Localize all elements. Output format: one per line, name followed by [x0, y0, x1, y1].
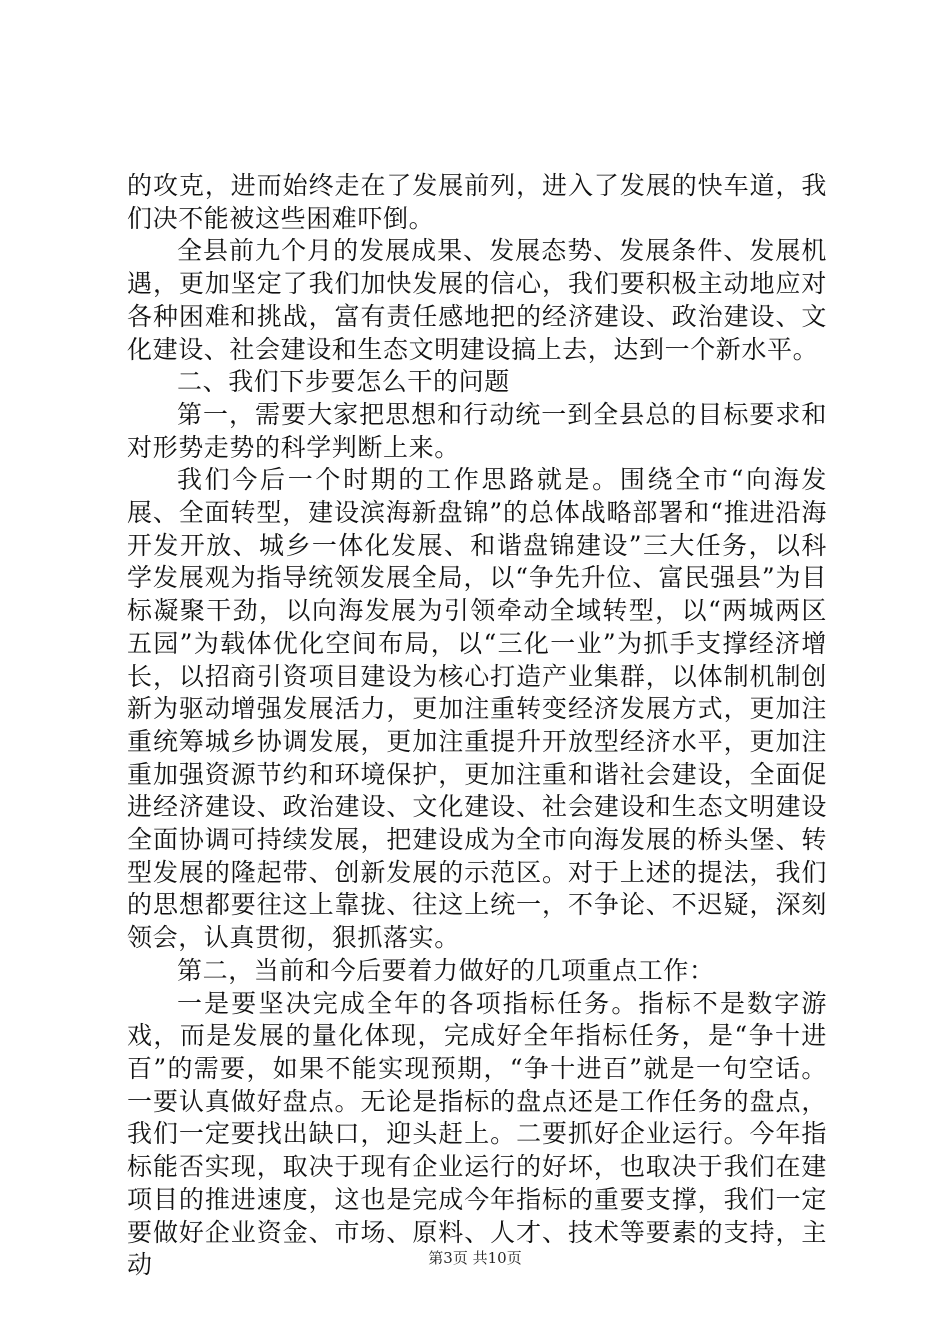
paragraph-confidence: 全县前九个月的发展成果、发展态势、发展条件、发展机遇，更加坚定了我们加快发展的信心，我们要积极主动地应对各种困难和挑战，富有责任感地把的经济建设、政治建设、文化建设、社会建设和生态文明建设搞上去，达到一个新水平。: [127, 236, 827, 364]
document-body: [127, 170, 827, 1282]
paragraph-continuation: 的攻克，进而始终走在了发展前列，进入了发展的快车道，我们决不能被这些困难吓倒。: [127, 171, 827, 233]
page-number-footer: 第3页 共10页: [428, 1249, 522, 1267]
section-heading-2: 二、我们下步要怎么干的问题: [177, 367, 510, 397]
paragraph-second-point: 第二，当前和今后要着力做好的几项重点工作：: [177, 955, 715, 985]
paragraph-annual-targets: 一是要坚决完成全年的各项指标任务。指标不是数字游戏，而是发展的量化体现，完成好全年指标任务，是“争十进百”的需要，如果不能实现预期，“争十进百”就是一句空话。一要认真做好盘点。无论是指标的盘点还是工作任务的盘点，我们一定要找出缺口，迎头赶上。二要抓好企业运行。今年指标能否实现，取决于现有企业运行的好坏，也取决于我们在建项目的推进速度，这也是完成今年指标的重要支撑，我们一定要做好企业资金、市场、原料、人才、技术等要素的支持，主动: [127, 988, 827, 1280]
paragraph-first-point: 第一，需要大家把思想和行动统一到全县总的目标要求和对形势走势的科学判断上来。: [127, 399, 827, 462]
paragraph-work-approach: 我们今后一个时期的工作思路就是。围绕全市“向海发展、全面转型，建设滨海新盘锦”的总体战略部署和“推进沿海开发开放、城乡一体化发展、和谐盘锦建设”三大任务，以科学发展观为指导统领发展全局，以“争先升位、富民强县”为目标凝聚干劲，以向海发展为引领牵动全域转型，以“两城两区五园”为载体优化空间布局，以“三化一业”为抓手支撑经济增长，以招商引资项目建设为核心打造产业集群，以体制机制创新为驱动增强发展活力，更加注重转变经济发展方式，更加注重统筹城乡协调发展，更加注重提升开放型经济水平，更加注重加强资源节约和环境保护，更加注重和谐社会建设，全面促进经济建设、政治建设、文化建设、社会建设和生态文明建设全面协调可持续发展，把建设成为全市向海发展的桥头堡、转型发展的隆起带、创新发展的示范区。对于上述的提法，我们的思想都要往这上靠拢、往这上统一，不争论、不迟疑，深刻领会，认真贯彻，狠抓落实。: [127, 465, 827, 953]
